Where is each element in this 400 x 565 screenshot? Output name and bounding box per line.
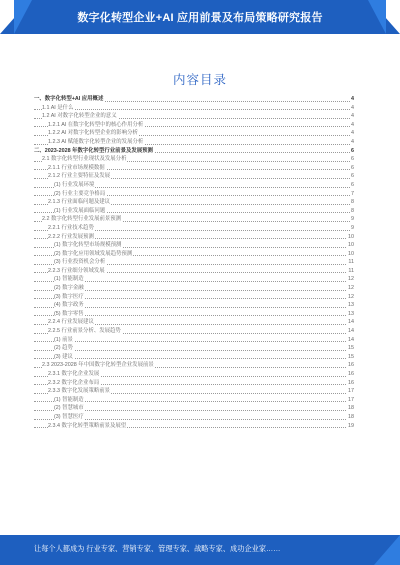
toc-entry-text: (1) 前景	[54, 336, 73, 343]
toc-entry-page: 4	[351, 96, 354, 102]
toc-entry-text: 一、数字化转型+AI 应用概述	[34, 96, 104, 102]
toc-entry-page: 15	[348, 345, 354, 352]
toc-entry-page: 9	[351, 216, 354, 223]
footer-slogan: 让每个人都成为 行业专家、营销专家、管理专家、战略专家、成功企业家……	[34, 544, 281, 553]
toc-entry[interactable]	[34, 413, 354, 422]
toc-entry-text: 2.2.3 行业细分领域发展	[48, 267, 105, 274]
toc-entry[interactable]	[34, 344, 354, 353]
toc-entry-text: (1) 智能制造	[54, 276, 84, 283]
toc-entry-page: 6	[351, 164, 354, 171]
toc-entry-page: 12	[348, 285, 354, 292]
toc-entry-text: (1) 智能制造	[54, 396, 84, 403]
toc-entry-text: 1.2.1 AI 在数字化转型中的核心作用分析	[48, 121, 144, 128]
toc-entry[interactable]	[34, 301, 354, 310]
toc-entry[interactable]	[34, 207, 354, 216]
toc-entry-text: (1) 数字化转型市场规模预测	[54, 242, 122, 249]
toc-entry-page: 10	[348, 250, 354, 257]
toc-entry[interactable]	[34, 258, 354, 267]
toc-entry-page: 13	[348, 302, 354, 309]
toc-entry-text: (5) 数字零售	[54, 310, 84, 317]
toc-entry-text: (2) 行业主要竞争格局	[54, 190, 106, 197]
toc-entry[interactable]	[34, 267, 354, 276]
toc-entry-text: 2.1.2 行业主要特征及发展	[48, 173, 111, 180]
toc-entry-page: 4	[351, 113, 354, 120]
toc-entry-page: 16	[348, 362, 354, 369]
toc-entry-text: 2.2.5 行业前景分析、发展趋势	[48, 328, 121, 335]
toc-entry-page: 4	[351, 121, 354, 128]
toc-entry-text: (3) 行业投资机会分析	[54, 259, 106, 266]
toc-leader-dots	[34, 358, 350, 359]
toc-heading: 内容目录	[172, 73, 227, 87]
toc-entry[interactable]	[34, 181, 354, 190]
toc-entry-text: (4) 数字政务	[54, 302, 84, 309]
toc-entry-page: 18	[348, 413, 354, 420]
toc-entry[interactable]	[34, 95, 354, 104]
toc-entry-page: 10	[348, 233, 354, 240]
toc-entry[interactable]	[34, 275, 354, 284]
table-of-contents	[34, 95, 354, 430]
toc-entry[interactable]	[34, 121, 354, 130]
toc-entry[interactable]	[34, 404, 354, 413]
toc-entry[interactable]	[34, 172, 354, 181]
toc-entry-page: 11	[348, 259, 354, 266]
toc-entry[interactable]	[34, 224, 354, 233]
toc-entry[interactable]	[34, 104, 354, 113]
toc-entry[interactable]	[34, 190, 354, 199]
toc-entry-page: 16	[348, 379, 354, 386]
toc-entry[interactable]	[34, 310, 354, 319]
toc-entry-page: 6	[351, 147, 354, 154]
toc-entry[interactable]	[34, 241, 354, 250]
toc-entry-page: 4	[351, 138, 354, 145]
toc-entry-text: 1.2.3 AI 赋能数字化转型企业的发展分析	[48, 138, 144, 145]
toc-leader-dots	[34, 350, 350, 351]
toc-entry-text: 2.3 2023-2028 年中国数字化转型企业发展前景	[42, 362, 154, 369]
toc-entry-text: (1) 行业发展环境	[54, 181, 95, 188]
toc-entry[interactable]	[34, 198, 354, 207]
toc-entry-text: 2.2.1 行业技术趋势	[48, 224, 94, 231]
toc-entry[interactable]	[34, 129, 354, 138]
header-banner	[0, 0, 400, 34]
toc-entry-text: 2.3.3 数字化发展策略前景	[48, 388, 111, 395]
toc-entry[interactable]	[34, 361, 354, 370]
toc-entry[interactable]	[34, 250, 354, 259]
toc-entry-text: 2.3.2 数字化企业布局	[48, 379, 100, 386]
toc-entry-page: 12	[348, 276, 354, 283]
toc-entry[interactable]	[34, 387, 354, 396]
toc-entry-page: 8	[351, 199, 354, 206]
toc-entry-text: 2.1 数字化转型行业现状及发展分析	[42, 156, 127, 163]
toc-entry-page: 14	[348, 328, 354, 335]
toc-entry-page: 7	[351, 190, 354, 197]
toc-entry-page: 4	[351, 130, 354, 137]
toc-entry-text: (3) 智慧医疗	[54, 413, 84, 420]
toc-entry-text: 1.2 AI 对数字化转型企业的意义	[42, 113, 117, 120]
toc-entry-text: 1.2.2 AI 对数字化转型企业的影响分析	[48, 130, 138, 137]
toc-entry-page: 14	[348, 336, 354, 343]
toc-entry-text: 1.1 AI 是什么	[42, 104, 74, 111]
toc-entry[interactable]	[34, 327, 354, 336]
toc-entry-page: 16	[348, 371, 354, 377]
footer-decoration	[374, 535, 400, 565]
toc-entry-page: 13	[348, 310, 354, 317]
toc-entry[interactable]	[34, 155, 354, 164]
toc-entry-page: 11	[348, 267, 354, 274]
toc-entry[interactable]	[34, 233, 354, 242]
toc-entry-page: 17	[348, 396, 354, 403]
toc-entry[interactable]	[34, 336, 354, 345]
toc-entry-text: 2.3.1 数字化企业发展	[48, 371, 100, 377]
toc-entry-page: 6	[351, 181, 354, 188]
toc-leader-dots	[34, 341, 350, 342]
toc-entry-page: 14	[348, 319, 354, 326]
toc-entry[interactable]	[34, 147, 354, 156]
toc-leader-dots	[34, 109, 350, 110]
toc-entry-page: 10	[348, 242, 354, 249]
toc-entry[interactable]	[34, 422, 354, 431]
toc-entry[interactable]	[34, 112, 354, 121]
toc-entry-text: 2.3.4 数字化转型策略前景及展望	[48, 422, 127, 429]
toc-entry-text: (3) 建议	[54, 353, 73, 360]
toc-entry-text: 2.1.3 行业面临问题及建议	[48, 199, 111, 206]
toc-entry-page: 15	[348, 353, 354, 360]
toc-entry-text: (2) 数字化应用领域发展趋势预测	[54, 250, 133, 257]
toc-entry[interactable]	[34, 164, 354, 173]
toc-entry-text: 2.2 数字化转型行业发展前景预测	[42, 216, 122, 223]
toc-entry[interactable]	[34, 370, 354, 379]
toc-entry-text: (2) 趋势	[54, 345, 73, 352]
toc-entry-text: 二、2023-2028 年数字化转型行业前景及发展预测	[34, 147, 153, 154]
toc-entry[interactable]	[34, 353, 354, 362]
toc-entry-text: (1) 行业发展面临问题	[54, 207, 106, 214]
footer-banner	[0, 535, 400, 565]
toc-entry-text: 2.2.4 行业发展建议	[48, 319, 94, 326]
toc-entry[interactable]	[34, 318, 354, 327]
toc-entry[interactable]	[34, 215, 354, 224]
toc-entry[interactable]	[34, 396, 354, 405]
toc-entry-page: 8	[351, 207, 354, 214]
toc-entry-text: (2) 智慧城市	[54, 405, 84, 412]
toc-entry-page: 6	[351, 156, 354, 163]
toc-entry-page: 12	[348, 293, 354, 300]
toc-entry-text: 2.1.1 行业市场规模数据	[48, 164, 105, 171]
toc-entry-text: (3) 数字医疗	[54, 293, 84, 300]
toc-entry[interactable]	[34, 379, 354, 388]
toc-entry[interactable]	[34, 284, 354, 293]
toc-entry-page: 9	[351, 224, 354, 231]
toc-entry[interactable]	[34, 293, 354, 302]
toc-entry-page: 6	[351, 173, 354, 180]
toc-entry-page: 4	[351, 104, 354, 111]
toc-entry-page: 18	[348, 405, 354, 412]
toc-entry-page: 19	[348, 422, 354, 429]
toc-entry-page: 17	[348, 388, 354, 395]
toc-entry-text: 2.2.2 行业发展预测	[48, 233, 94, 240]
toc-entry[interactable]	[34, 138, 354, 147]
toc-entry-text: (2) 数字金融	[54, 285, 84, 292]
report-title: 数字化转型企业+AI 应用前景及布局策略研究报告	[77, 12, 323, 24]
